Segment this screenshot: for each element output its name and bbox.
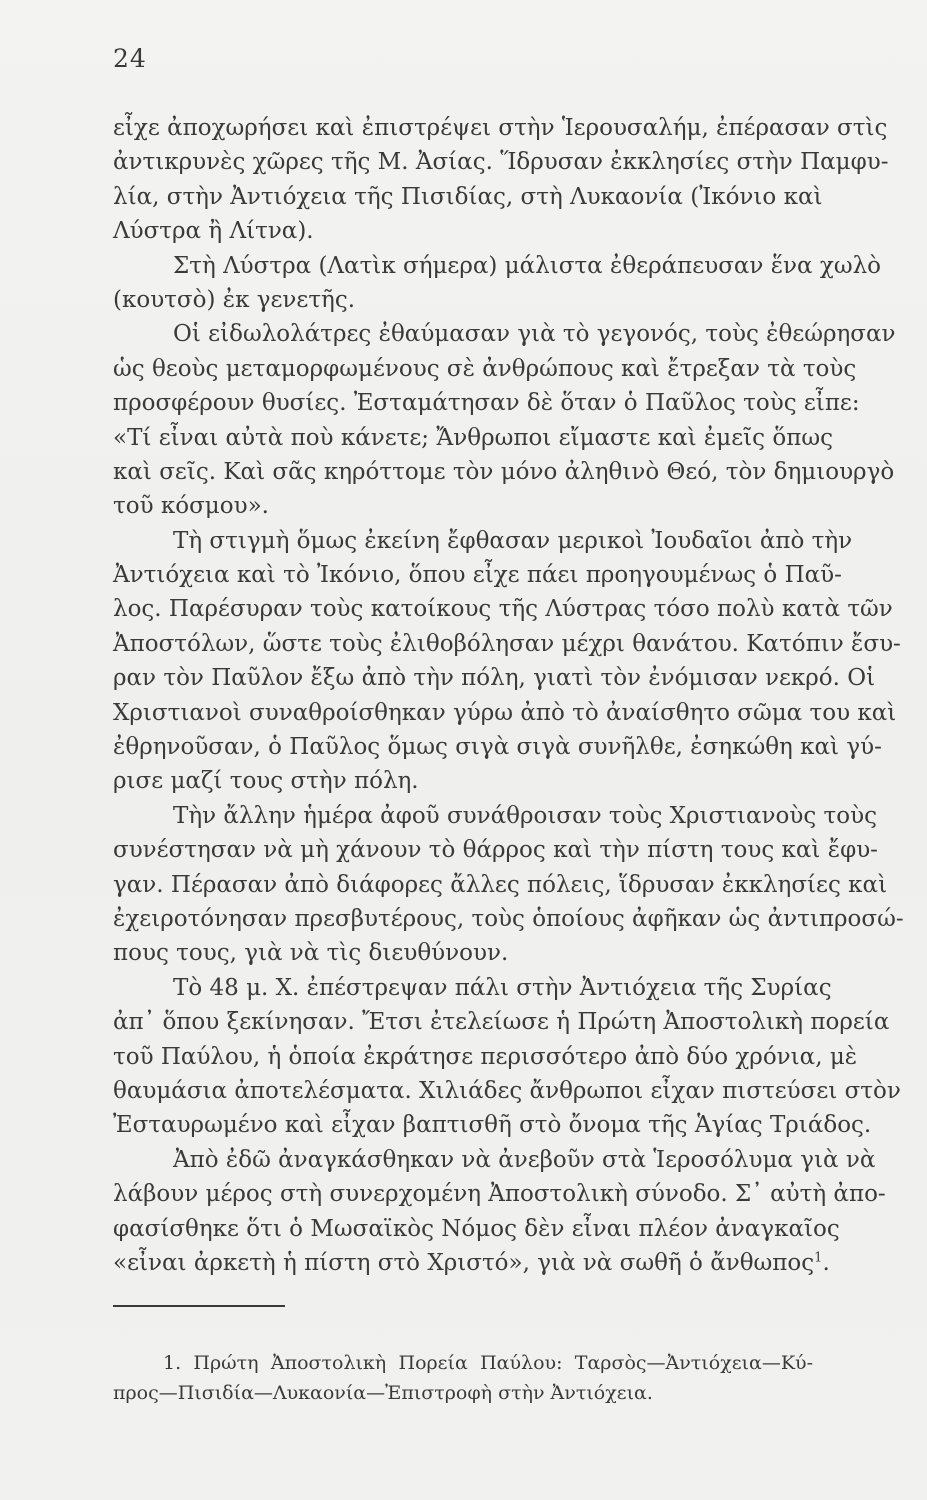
paragraph — [113, 1143, 886, 1281]
paragraph — [113, 317, 896, 523]
text-line: πους τους, γιὰ νὰ τὶς διευθύνουν. — [113, 940, 509, 967]
text-line: «Τί εἶναι αὐτὰ ποὺ κάνετε; Ἄνθρωποι εἴμαστε καὶ ἐμεῖς ὅπως — [113, 424, 833, 451]
text-line: ἀπ᾽ ὅπου ξεκίνησαν. Ἔτσι ἐτελείωσε ἡ Πρώτη Ἀποστολικὴ πορεία — [113, 1009, 890, 1036]
text-line: ἀντικρυνὲς χῶρες τῆς Μ. Ἀσίας. Ἵδρυσαν ἐκκλησίες στὴν Παμφυ- — [113, 149, 889, 176]
sentence-end: . — [822, 1249, 830, 1276]
main-text — [113, 111, 904, 1280]
text-line: Τὴ στιγμὴ ὅμως ἐκείνη ἔφθασαν μερικοὶ Ἰουδαῖοι ἀπὸ τὴν — [173, 527, 853, 554]
footnote — [113, 1348, 813, 1408]
text-line: Τὸ 48 μ. Χ. ἐπέστρεψαν πάλι στὴν Ἀντιόχεια τῆς Συρίας — [173, 974, 832, 1001]
text-line: καὶ σεῖς. Καὶ σᾶς κηρόττομε τὸν μόνο ἀληθινὸ Θεό, τὸν δημιουργὸ — [113, 458, 895, 485]
text-line: Ἀπὸ ἐδῶ ἀναγκάσθηκαν νὰ ἀνεβοῦν στὰ Ἱεροσόλυμα γιὰ νὰ — [173, 1146, 876, 1173]
text-line: Τὴν ἄλλην ἡμέρα ἀφοῦ συνάθροισαν τοὺς Χριστιανοὺς τοὺς — [173, 802, 877, 829]
paragraph — [113, 971, 901, 1143]
text-line: προσφέρουν θυσίες. Ἐσταμάτησαν δὲ ὅταν ὁ Παῦλος τοὺς εἶπε: — [113, 390, 860, 417]
paragraph — [113, 524, 901, 799]
text-line: Στὴ Λύστρα (Λατὶκ σήμερα) μάλιστα ἐθεράπευσαν ἕνα χωλὸ — [173, 252, 882, 279]
text-line: «εἶναι ἀρκετὴ ἡ πίστη στὸ Χριστό», γιὰ νὰ σωθῆ ὁ ἄνθωπος$^1$. — [113, 1249, 830, 1276]
footnote-separator — [113, 1305, 285, 1307]
footnote-line: προς—Πισιδία—Λυκαονία—Ἐπιστροφὴ στὴν Ἀντιόχεια. — [113, 1382, 653, 1404]
paragraph — [113, 249, 882, 318]
footnotes — [113, 1348, 813, 1408]
text-line: θαυμάσια ἀποτελέσματα. Χιλιάδες ἄνθρωποι εἶχαν πιστεύσει στὸν — [113, 1077, 901, 1104]
text-line: Ἀντιόχεια καὶ τὸ Ἰκόνιο, ὅπου εἶχε πάει προηγουμένως ὁ Παῦ- — [113, 562, 842, 589]
text-line: γαν. Πέρασαν ἀπὸ διάφορες ἄλλες πόλεις, ἵδρυσαν ἐκκλησίες καὶ — [113, 871, 888, 898]
text-line: ὡς θεοὺς μεταμορφωμένους σὲ ἀνθρώπους καὶ ἔτρεξαν τὰ τοὺς — [113, 355, 857, 382]
text-line: τοῦ κόσμου». — [113, 493, 269, 520]
text-line: συνέστησαν νὰ μὴ χάνουν τὸ θάρρος καὶ τὴν πίστη τους καὶ ἔφυ- — [113, 837, 878, 864]
footnote-marker: 1 — [814, 1250, 823, 1266]
text-line: (κουτσὸ) ἐκ γενετῆς. — [113, 286, 356, 313]
text-line: φασίσθηκε ὅτι ὁ Μωσαϊκὸς Νόμος δὲν εἶναι πλέον ἀναγκαῖος — [113, 1215, 840, 1242]
text-line: ρισε μαζί τους στὴν πόλη. — [113, 768, 419, 795]
text-line: ἐθρηνοῦσαν, ὁ Παῦλος ὅμως σιγὰ σιγὰ συνῆλθε, ἐσηκώθη καὶ γύ- — [113, 734, 882, 761]
text-line: ἐχειροτόνησαν πρεσβυτέρους, τοὺς ὁποίους ἀφῆκαν ὡς ἀντιπροσώ- — [113, 905, 904, 932]
page-number: 24 — [113, 44, 147, 73]
text-line: Λύστρα ἢ Λίτνα). — [113, 218, 314, 245]
text-line: Ἐσταυρωμένο καὶ εἶχαν βαπτισθῆ στὸ ὄνομα τῆς Ἁγίας Τριάδος. — [113, 1112, 872, 1139]
text-line: ραν τὸν Παῦλον ἔξω ἀπὸ τὴν πόλη, γιατὶ τὸν ἐνόμισαν νεκρό. Οἱ — [113, 665, 876, 692]
footnote-line: 1. Πρώτη Ἀποστολικὴ Πορεία Παύλου: Ταρσὸς—Ἀντιόχεια—Κύ- — [163, 1352, 813, 1374]
text-line: λάβουν μέρος στὴ συνερχομένη Ἀποστολικὴ σύνοδο. Σ᾽ αὐτὴ ἀπο- — [113, 1181, 886, 1208]
text-line: Χριστιανοὶ συναθροίσθηκαν γύρω ἀπὸ τὸ ἀναίσθητο σῶμα του καὶ — [113, 699, 897, 726]
text-line: λος. Παρέσυραν τοὺς κατοίκους τῆς Λύστρας τόσο πολὺ κατὰ τῶν — [113, 596, 893, 623]
text-line: λία, στὴν Ἀντιόχεια τῆς Πισιδίας, στὴ Λυκαονία (Ἰκόνιο καὶ — [113, 183, 823, 210]
paragraph — [113, 111, 889, 249]
text-line: τοῦ Παύλου, ἡ ὁποία ἐκράτησε περισσότερο ἀπὸ δύο χρόνια, μὲ — [113, 1043, 858, 1070]
text-line: Ἀποστόλων, ὥστε τοὺς ἐλιθοβόλησαν μέχρι θανάτου. Κατόπιν ἔσυ- — [113, 630, 901, 657]
text-line: εἶχε ἀποχωρήσει καὶ ἐπιστρέψει στὴν Ἱερουσαλήμ, ἐπέρασαν στὶς — [113, 115, 888, 141]
text-line: Οἱ εἰδωλολάτρες ἐθαύμασαν γιὰ τὸ γεγονός, τοὺς ἐθεώρησαν — [173, 321, 896, 348]
paragraph — [113, 799, 904, 971]
